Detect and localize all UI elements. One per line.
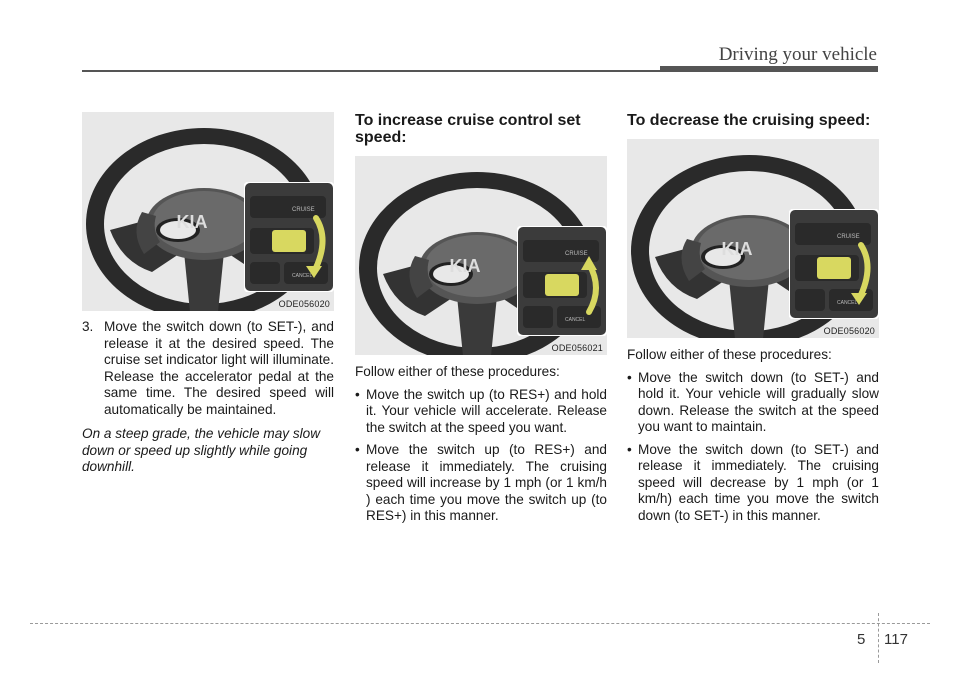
column-decrease-speed [627,112,879,524]
cruise-label: CRUISE [837,234,860,240]
steering-wheel-illustration [355,156,607,355]
steering-logo: KIA [449,256,481,276]
steering-wheel-illustration [627,139,879,338]
list-item [627,370,879,436]
column-increase-speed [355,112,607,525]
figure-code: ODE056020 [823,326,875,336]
header-rule-bar [660,66,878,72]
header-rule [82,70,660,72]
cancel-label: CANCEL [837,300,858,306]
intro-text: Follow either of these procedures: [627,347,832,362]
list-item-text: Move the switch up (to RES+) and hold it. Your vehicle will accelerate. Release the switch at the speed you want. [366,386,607,435]
steering-logo: KIA [176,212,208,232]
page-number: 117 [884,631,908,648]
list-item [627,442,879,525]
step-item [82,319,334,418]
list-item [355,442,607,525]
bullet-icon: • [627,369,632,385]
chapter-number: 5 [857,631,866,648]
cancel-label: CANCEL [565,317,586,323]
steering-logo: KIA [721,239,753,259]
cancel-label: CANCEL [292,273,313,279]
section-title: To increase cruise control set speed: [355,112,581,146]
steering-wheel-graphic [627,139,879,338]
page-header-title: Driving your vehicle [718,44,877,65]
list-item [355,387,607,437]
cruise-label: CRUISE [565,251,588,257]
list-item-text: Move the switch down (to SET-) and hold it. Your vehicle will gradually slow down. Release the switch at the speed you want to maintain. [638,369,879,434]
step-number: 3. [82,319,94,334]
footer-divider [878,613,879,663]
footer-rule [30,623,930,624]
bullet-icon: • [627,441,632,457]
column-set-speed [82,112,334,476]
note-text: On a steep grade, the vehicle may slow down or speed up slightly while going downhill. [82,426,321,474]
figure-code: ODE056021 [551,343,603,353]
figure-code: ODE056020 [278,299,330,309]
bullet-icon: • [355,386,360,402]
section-title: To decrease the cruising speed: [627,112,871,129]
intro-text: Follow either of these procedures: [355,364,560,379]
steering-wheel-illustration [82,112,334,311]
cruise-label: CRUISE [292,207,315,213]
steering-wheel-graphic [82,112,334,311]
bullet-icon: • [355,442,360,457]
steering-wheel-graphic [355,156,607,355]
step-text: Move the switch down (to SET-), and release it at the desired speed. The cruise set indicator light will illuminate. Release the accelerator pedal at the same time. The desired speed will automatically be maintained. [104,319,334,417]
list-item-text: Move the switch up (to RES+) and release it immediately. The cruising speed will increase by 1 mph (or 1 km/h ) each time you move the switch up (to RES+) in this manner. [366,442,607,523]
list-item-text: Move the switch down (to SET-) and release it immediately. The cruising speed will decrease by 1 mph (or 1 km/h) each time you move the switch down (to SET-) in this manner. [638,441,879,523]
